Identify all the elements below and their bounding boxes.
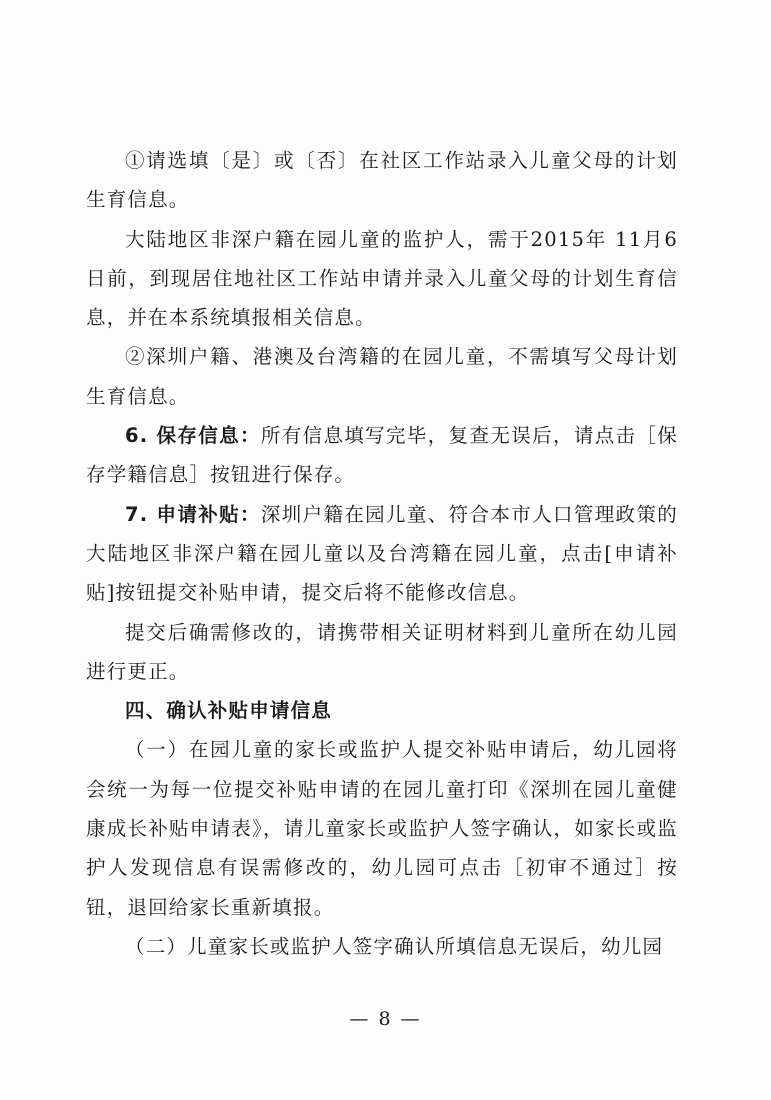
paragraph-modify-after-submit bbox=[86, 613, 678, 692]
paragraph-lead: 7. 申请补贴： bbox=[125, 502, 261, 526]
paragraph-print-application bbox=[86, 730, 678, 926]
paragraph-save-info bbox=[86, 416, 678, 495]
paragraph-family-planning-option bbox=[86, 141, 678, 220]
paragraph-text: ①请选填〔是〕或〔否〕在社区工作站录入儿童父母的计划生育信息。 bbox=[86, 149, 678, 212]
paragraph-apply-subsidy bbox=[86, 495, 678, 613]
page-number: — 8 — bbox=[349, 1008, 422, 1030]
document-body bbox=[86, 141, 678, 966]
section-heading-confirm-subsidy bbox=[86, 691, 678, 730]
paragraph-text: 提交后确需修改的，请携带相关证明材料到儿童所在幼儿园进行更正。 bbox=[86, 620, 678, 683]
paragraph-text: （一）在园儿童的家长或监护人提交补贴申请后，幼儿园将会统一为每一位提交补贴申请的在园儿童打印《深圳在园儿童健康成长补贴申请表》，请儿童家长或监护人签字确认，如家长或监护人发现信息有误需修改的，幼儿园可点击［初审不通过］按钮，退回给家长重新填报。 bbox=[86, 738, 678, 919]
paragraph-mainland-guardian bbox=[86, 220, 678, 338]
paragraph-text: ②深圳户籍、港澳及台湾籍的在园儿童，不需填写父母计划生育信息。 bbox=[86, 345, 678, 408]
paragraph-text: （二）儿童家长或监护人签字确认所填信息无误后，幼儿园 bbox=[125, 934, 664, 958]
paragraph-text: 大陆地区非深户籍在园儿童的监护人，需于2015年 11月6日前，到现居住地社区工作站申请并录入儿童父母的计划生育信息，并在本系统填报相关信息。 bbox=[86, 227, 678, 330]
paragraph-text: 所有信息填写完毕，复查无误后，请点击［保存学籍信息］按钮进行保存。 bbox=[86, 424, 678, 487]
paragraph-lead: 6. 保存信息： bbox=[125, 424, 261, 448]
paragraph-signature-confirm bbox=[86, 927, 678, 966]
paragraph-shenzhen-hk-macau-taiwan bbox=[86, 337, 678, 416]
heading-text: 四、确认补贴申请信息 bbox=[125, 699, 333, 723]
paragraph-text: 深圳户籍在园儿童、符合本市人口管理政策的大陆地区非深户籍在园儿童以及台湾籍在园儿童，点击[申请补贴]按钮提交补贴申请，提交后将不能修改信息。 bbox=[86, 502, 678, 605]
